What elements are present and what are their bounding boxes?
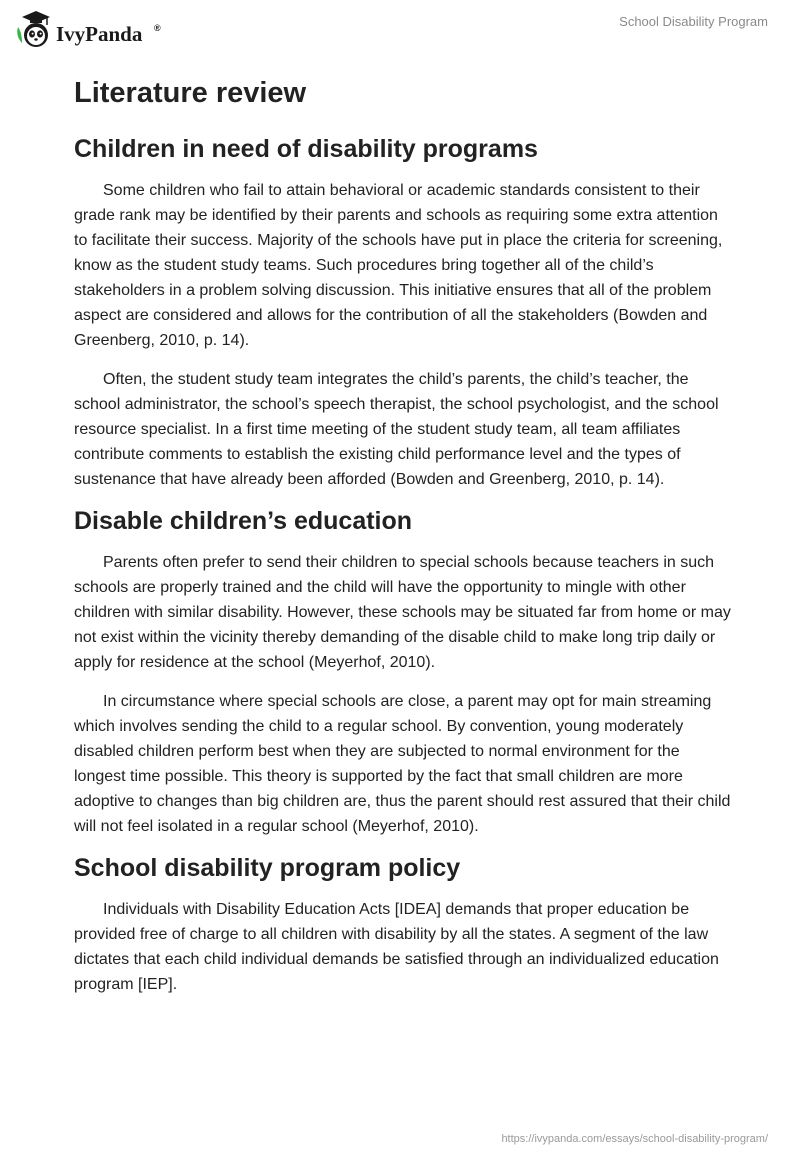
section-heading: Children in need of disability programs [74, 135, 538, 163]
paragraph: In circumstance where special schools are close, a parent may opt for main streaming which involves sending the child to a regular school. By convention, young moderately disabled children perform best when they are subjected to normal environment for the longest time possible. This theory is supported by the fact that small children are more adoptive to changes than big children are, thus the parent should rest assured that their child will not feel isolated in a regular school (Meyerhof, 2010). [74, 693, 731, 835]
registered-mark: ® [154, 23, 161, 33]
section-heading: Disable children’s education [74, 507, 413, 535]
section-disable-childrens-education [74, 506, 734, 839]
paragraph: Some children who fail to attain behavioral or academic standards consistent to their grade rank may be identified by their parents and schools as requiring some extra attention to facilitate their success. Majority of the schools have put in place the criteria for screening, know as the student study teams. Such procedures bring together all of the child’s stakeholders in a problem solving discussion. This initiative ensures that all of the problem aspect are considered and allows for the contribution of all the stakeholders (Bowden and Greenberg, 2010, p. 14). [74, 182, 723, 349]
paragraph: Often, the student study team integrates the child’s parents, the child’s teacher, the school administrator, the school’s speech therapist, the school psychologist, and the school resource specialist. In a first time meeting of the student study team, all team affiliates contribute comments to establish the existing child performance level and the types of sustenance that have already been afforded (Bowden and Greenberg, 2010, p. 14). [74, 371, 719, 488]
ivypanda-logo[interactable] [14, 9, 186, 53]
paragraph: Individuals with Disability Education Acts [IDEA] demands that proper education be provided free of charge to all children with disability by all the states. A segment of the law dictates that each child individual demands be satisfied through an individualized education program [IEP]. [74, 901, 719, 993]
section-school-disability-policy [74, 853, 734, 997]
section-heading: School disability program policy [74, 854, 461, 882]
page-header [0, 0, 800, 60]
paragraph: Parents often prefer to send their children to special schools because teachers in such schools are properly trained and the child will have the opportunity to mingle with other children with similar disability. However, these schools may be situated far from home or may not exist within the vicinity thereby demanding of the disable child to make long trip daily or apply for residence at the school (Meyerhof, 2010). [74, 554, 731, 671]
panda-logo-icon [14, 9, 186, 53]
section-children-in-need [74, 134, 734, 492]
source-url-link[interactable]: https://ivypanda.com/essays/school-disability-program/ [501, 1133, 768, 1145]
document-title: School Disability Program [619, 14, 768, 29]
article-body [74, 76, 734, 1011]
brand-wordmark: IvyPanda [56, 22, 143, 46]
page-title: Literature review [74, 77, 307, 109]
